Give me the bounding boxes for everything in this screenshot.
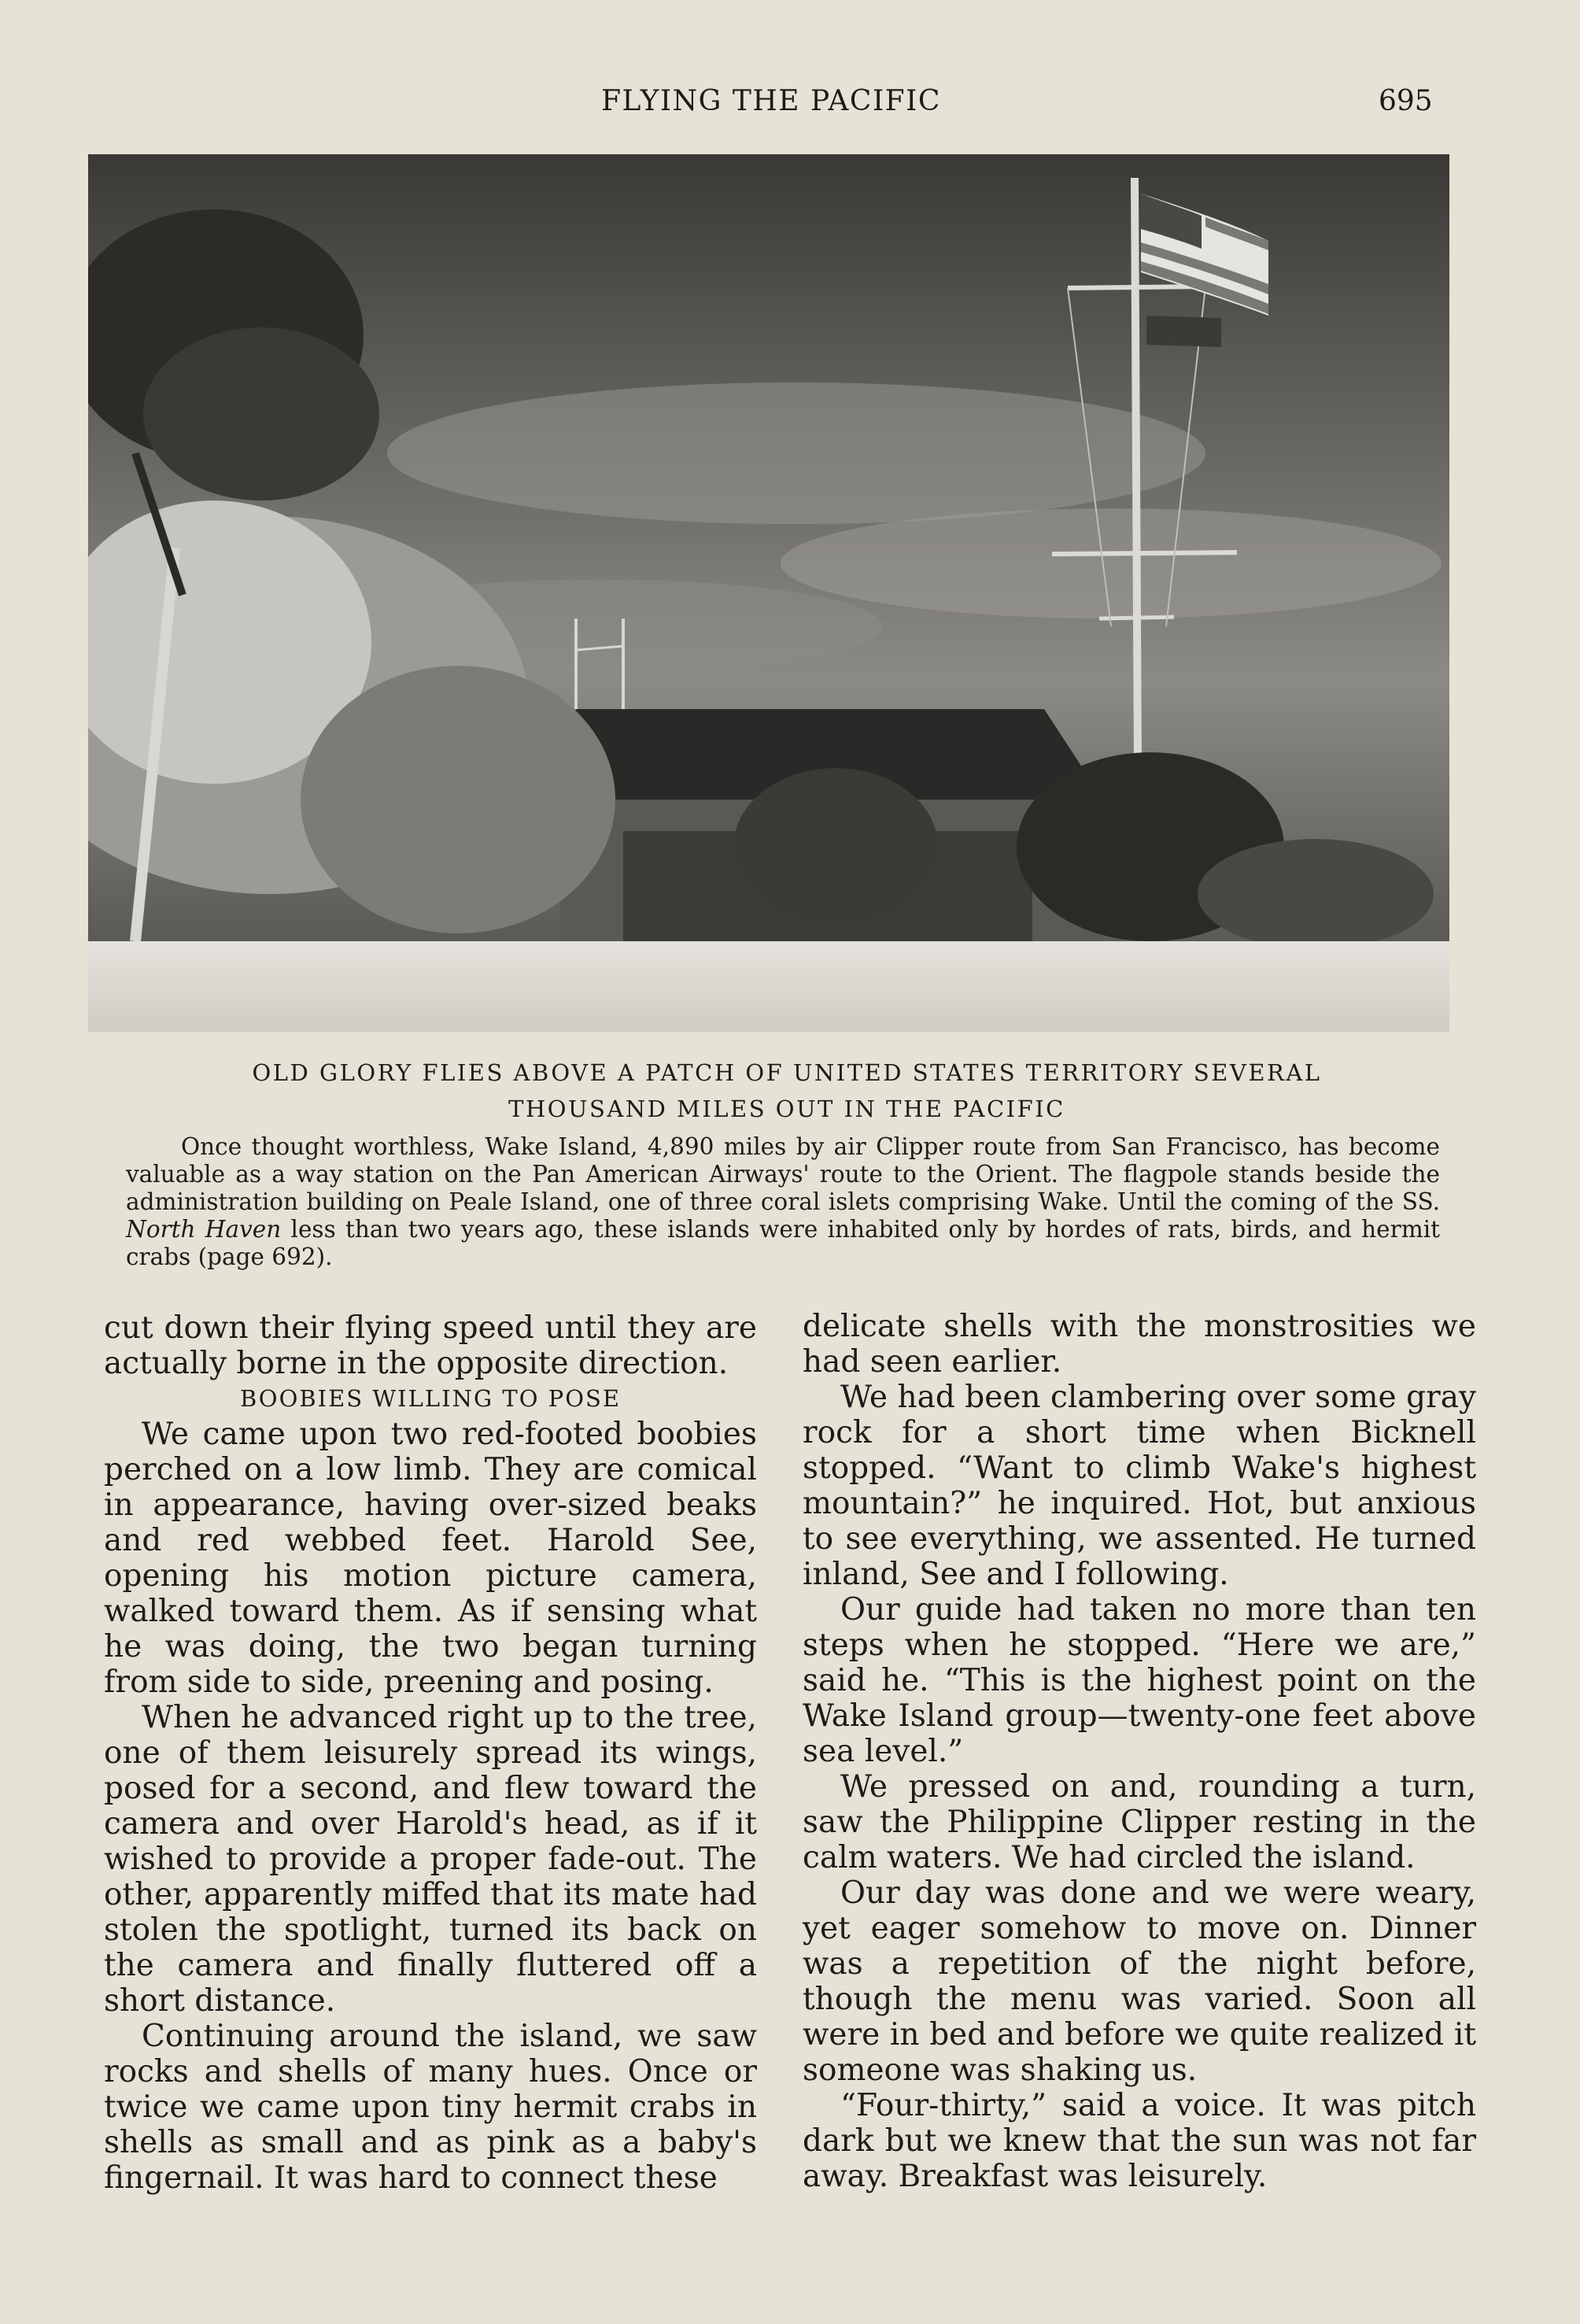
caption-body (126, 1133, 1440, 1271)
caption-text-part-2: less than two years ago, these islands were inhabited only by hordes of rats, birds, and hermit crabs (page 692). (126, 1216, 1441, 1270)
paragraph: Our day was done and we were weary, yet eager somehow to move on. Dinner was a repetition of the night before, though the menu was varied. Soon all were in bed and before we quite realized it someone was shaking us. (803, 1875, 1476, 2088)
sandy-ground (88, 941, 1449, 1032)
caption-title-line-2: THOUSAND MILES OUT IN THE PACIFIC (508, 1095, 1065, 1122)
caption-title-line-1: OLD GLORY FLIES ABOVE A PATCH OF UNITED STATES TERRITORY SEVERAL (252, 1059, 1322, 1086)
article-column-left (104, 1310, 757, 2196)
photo-illustration (88, 154, 1449, 1032)
paragraph: “Four-thirty,” said a voice. It was pitch dark but we knew that the sun was not far away. Breakfast was leisurely. (803, 2088, 1476, 2194)
running-title: FLYING THE PACIFIC (601, 85, 941, 117)
paragraph: Our guide had taken no more than ten steps when he stopped. “Here we are,” said he. “This is the highest point on the Wake Island group—twenty-one feet above sea level.” (803, 1592, 1476, 1769)
paragraph: When he advanced right up to the tree, one of them leisurely spread its wings, posed for a second, and flew toward the camera and over Harold's head, as if it wished to provide a proper fade-out. The other, apparently miffed that its mate had stolen the spotlight, turned its back on the camera and finally fluttered off a short distance. (104, 1700, 757, 2019)
section-subhead: BOOBIES WILLING TO POSE (239, 1385, 622, 1412)
page-number: 695 (1379, 85, 1433, 117)
photo-wake-island-flagpole (88, 154, 1449, 1032)
caption-text-part-1: Once thought worthless, Wake Island, 4,890 miles by air Clipper route from San Francisco, has become valuable as a way station on the Pan American Airways' route to the Orient. The flagpole stands beside the administration building on Peale Island, one of three coral islets comprising Wake. Until the coming of the SS. (126, 1133, 1440, 1215)
article-column-right (803, 1309, 1476, 2194)
paragraph: delicate shells with the monstrosities we had seen earlier. (803, 1309, 1476, 1380)
paragraph: We had been clambering over some gray rock for a short time when Bicknell stopped. “Want to climb Wake's highest mountain?” he inquired. Hot, but anxious to see everything, we assented. He turned inland, See and I following. (803, 1380, 1476, 1592)
paragraph: We came upon two red-footed boobies perched on a low limb. They are comical in appearance, having over-sized beaks and red webbed feet. Harold See, opening his motion picture camera, walked toward them. As if sensing what he was doing, the two began turning from side to side, preening and posing. (104, 1417, 757, 1700)
paragraph: cut down their flying speed until they are actually borne in the opposite direction. (104, 1310, 757, 1381)
caption-title (157, 1055, 1416, 1127)
paragraph: Continuing around the island, we saw rocks and shells of many hues. Once or twice we came upon tiny hermit crabs in shells as small and as pink as a baby's fingernail. It was hard to connect these (104, 2019, 757, 2196)
paragraph: We pressed on and, rounding a turn, saw the Philippine Clipper resting in the calm waters. We had circled the island. (803, 1769, 1476, 1875)
caption-ship-name: North Haven (126, 1216, 282, 1243)
